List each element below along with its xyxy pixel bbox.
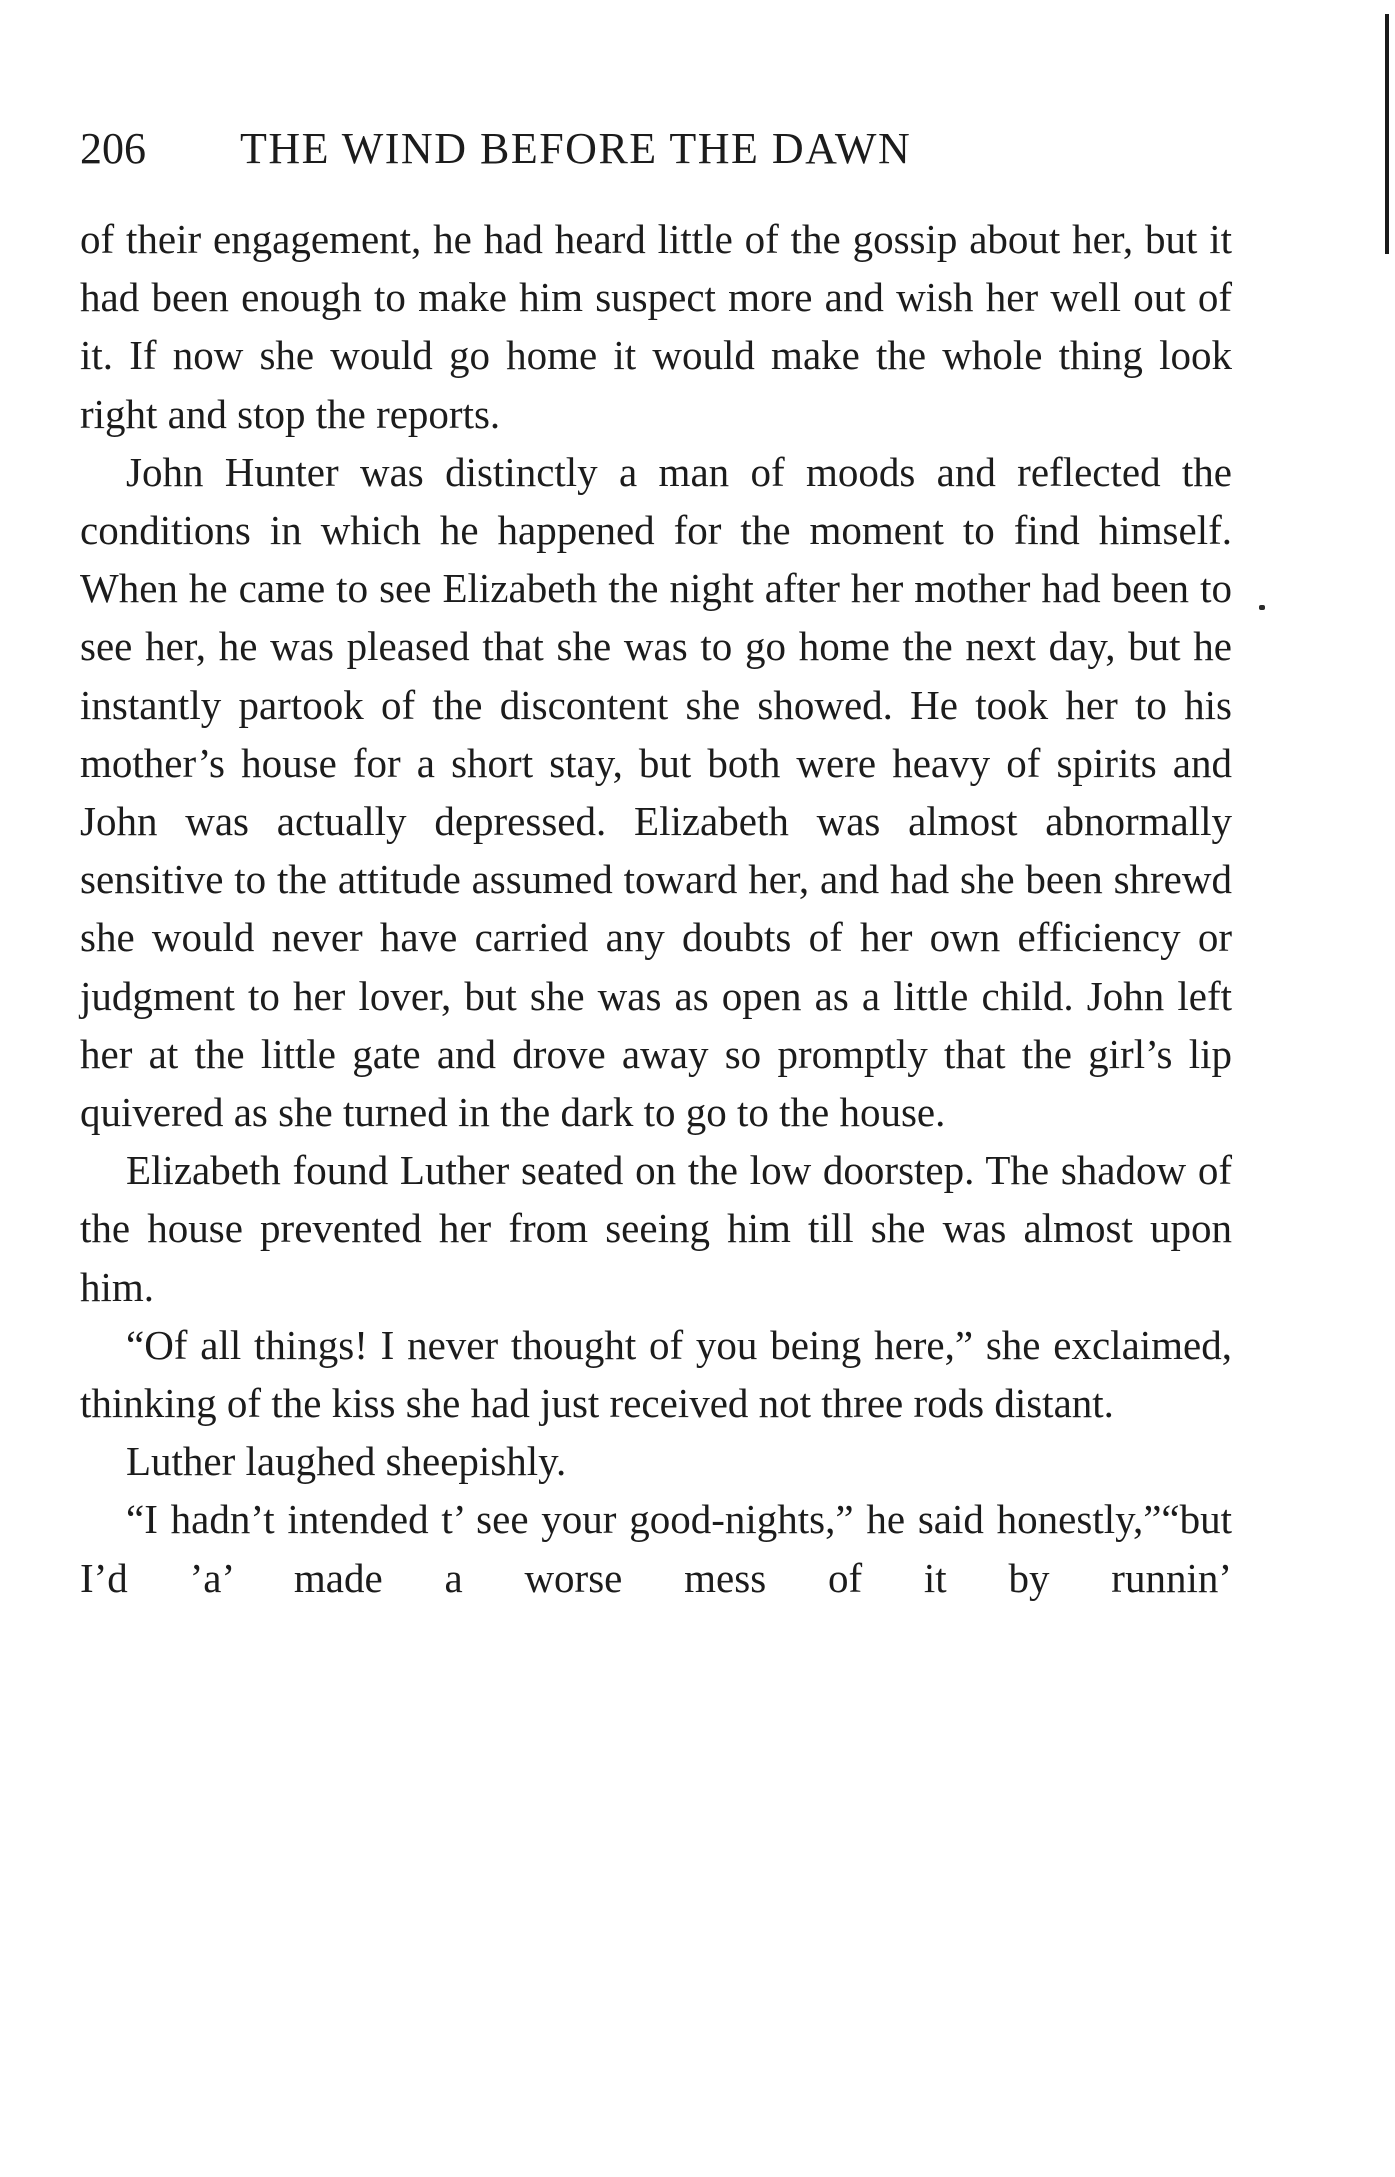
body-text	[80, 210, 1232, 1607]
paragraph: “I hadn’t intended t’ see your good-nights,” he said honestly,”“but I’d ’a’ made a worse mess of it by runnin’	[80, 1496, 1232, 1601]
page-edge-mark	[1385, 14, 1389, 254]
page-number: 206	[80, 124, 146, 173]
paragraph: John Hunter was distinctly a man of moods and reflected the conditions in which he happened for the moment to find himself. When he came to see Elizabeth the night after her mother had been to see her, he was pleased that she was to go home the next day, but he instantly partook of the discontent she showed. He took her to his mother’s house for a short stay, but both were heavy of spirits and John was actually depressed. Elizabeth was almost abnormally sensitive to the attitude assumed toward her, and had she been shrewd she would never have carried any doubts of her own efficiency or judgment to her lover, but she was as open as a little child. John left her at the little gate and drove away so promptly that the girl’s lip quivered as she turned in the dark to go to the house.	[80, 448, 1232, 1136]
margin-mark	[1259, 605, 1265, 610]
paragraph: Luther laughed sheepishly.	[126, 1438, 567, 1485]
paragraph: Elizabeth found Luther seated on the low doorstep. The shadow of the house prevented her from seeing him till she was almost upon him.	[80, 1147, 1232, 1310]
paragraph: of their engagement, he had heard little of the gossip about her, but it had been enough to make him suspect more and wish her well out of it. If now she would go home it would make the whole thing look right and stop the reports.	[80, 216, 1232, 437]
running-head	[80, 124, 1230, 174]
paragraph: “Of all things! I never thought of you being here,” she exclaimed, thinking of the kiss she had just received not three rods distant.	[80, 1321, 1232, 1427]
running-title: THE WIND BEFORE THE DAWN	[240, 124, 912, 173]
